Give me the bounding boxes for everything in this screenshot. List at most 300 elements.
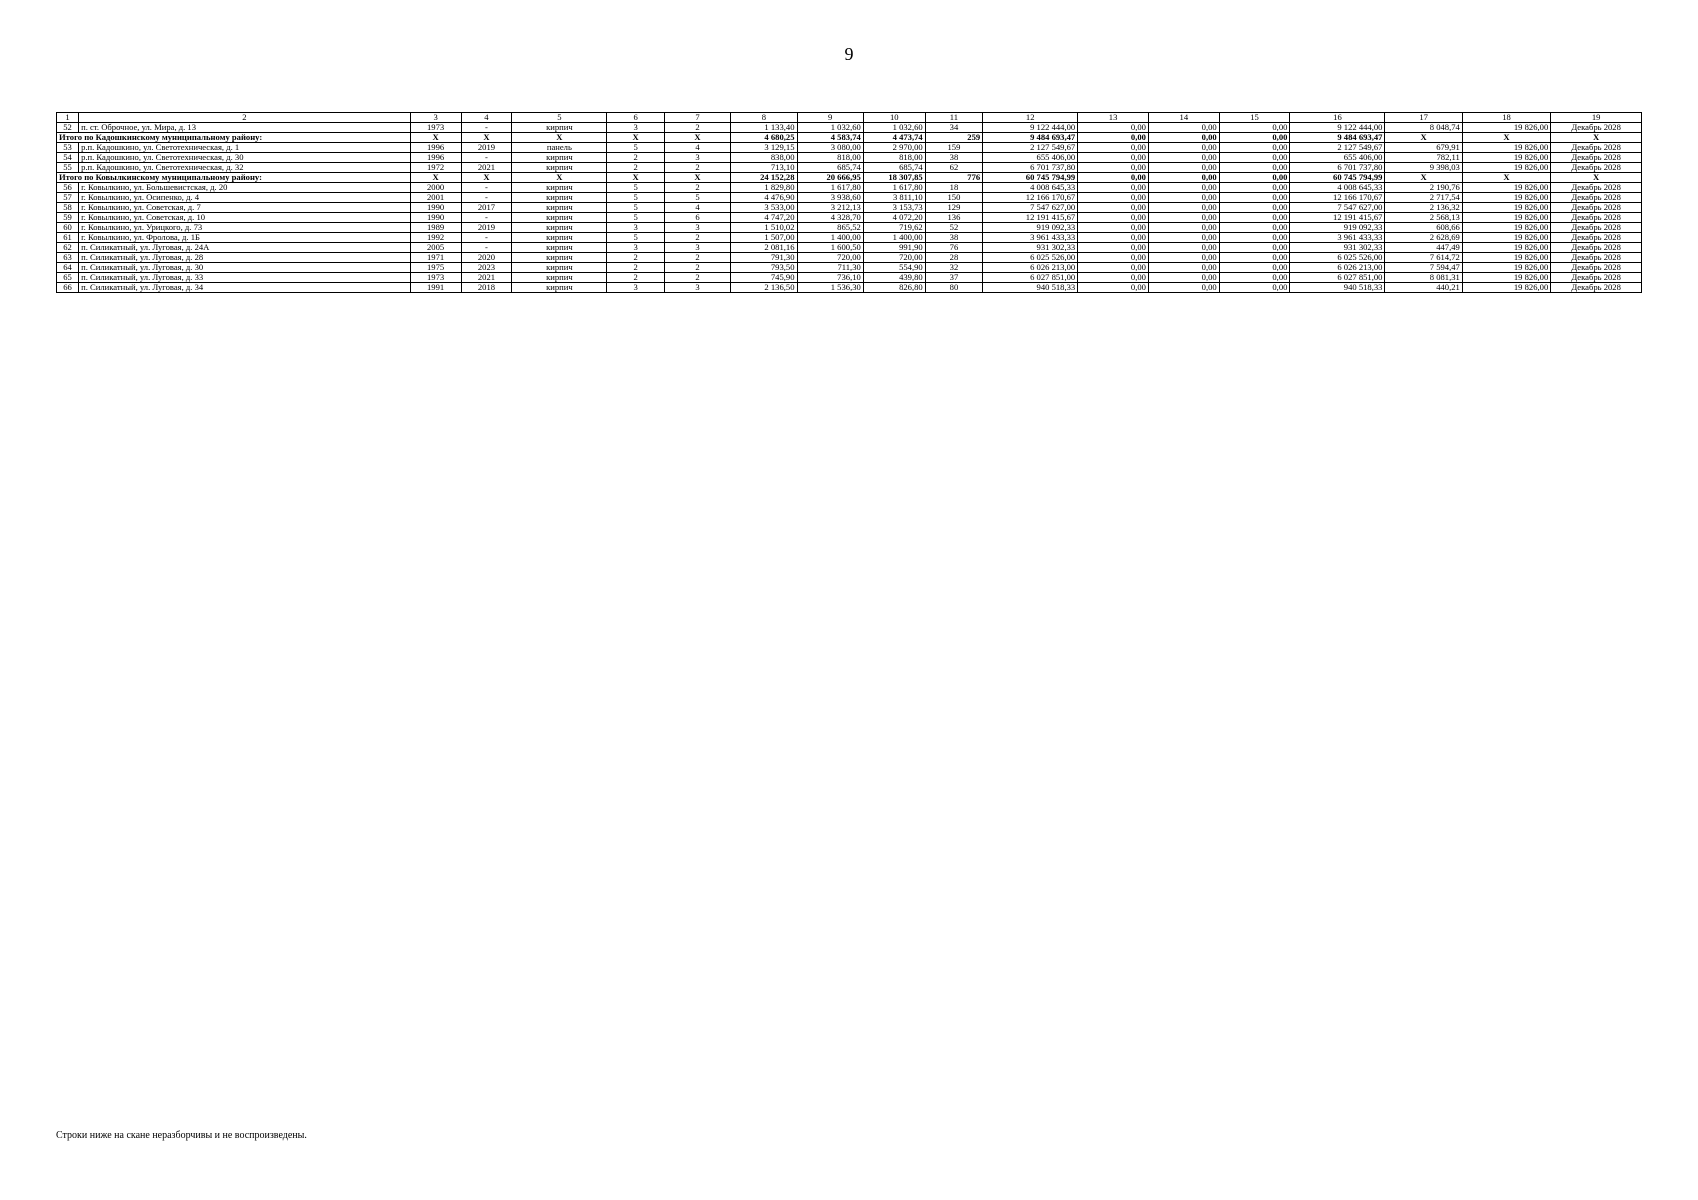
column-header: 13 [1078, 113, 1149, 123]
cell: 54 [57, 153, 79, 163]
cell: - [461, 183, 512, 193]
cell: 0,00 [1219, 183, 1290, 193]
cell: 0,00 [1078, 283, 1149, 293]
cell: 52 [925, 223, 982, 233]
cell: 0,00 [1219, 253, 1290, 263]
cell: 12 166 170,67 [983, 193, 1078, 203]
column-header: 6 [607, 113, 664, 123]
cell: 1 400,00 [797, 233, 863, 243]
cell: 0,00 [1219, 243, 1290, 253]
cell: 19 826,00 [1462, 243, 1550, 253]
cell: 0,00 [1219, 263, 1290, 273]
cell: г. Ковылкино, ул. Урицкого, д. 73 [79, 223, 411, 233]
cell: 447,49 [1385, 243, 1462, 253]
cell: 19 826,00 [1462, 153, 1550, 163]
cell: 3 [607, 223, 664, 233]
cell: 19 826,00 [1462, 233, 1550, 243]
cell: 1 617,80 [797, 183, 863, 193]
cell: 0,00 [1219, 163, 1290, 173]
cell: - [461, 123, 512, 133]
cell: 4 008 645,33 [1290, 183, 1385, 193]
cell: 0,00 [1078, 173, 1149, 183]
table-row [57, 243, 1642, 253]
cell: 818,00 [863, 153, 925, 163]
cell: 259 [925, 133, 982, 143]
cell: р.п. Кадошкино, ул. Светотехническая, д. 1 [79, 143, 411, 153]
cell: Декабрь 2028 [1551, 123, 1642, 133]
cell: 66 [57, 283, 79, 293]
cell: 8 048,74 [1385, 123, 1462, 133]
cell: 0,00 [1219, 133, 1290, 143]
cell: 3 533,00 [731, 203, 797, 213]
cell: 0,00 [1078, 223, 1149, 233]
page-number: 9 [844, 44, 854, 64]
cell: 4 [664, 203, 730, 213]
cell: 2 136,50 [731, 283, 797, 293]
column-header: 11 [925, 113, 982, 123]
cell: 0,00 [1078, 213, 1149, 223]
cell: 1 507,00 [731, 233, 797, 243]
cell: 0,00 [1219, 233, 1290, 243]
cell: 736,10 [797, 273, 863, 283]
column-header: 17 [1385, 113, 1462, 123]
cell: 685,74 [863, 163, 925, 173]
cell: Декабрь 2028 [1551, 183, 1642, 193]
cell: 0,00 [1078, 243, 1149, 253]
cell: 0,00 [1078, 143, 1149, 153]
cell: кирпич [512, 183, 607, 193]
cell: 2 127 549,67 [983, 143, 1078, 153]
cell: 150 [925, 193, 982, 203]
cell: 4 328,70 [797, 213, 863, 223]
cell: 0,00 [1078, 153, 1149, 163]
cell: п. Силикатный, ул. Луговая, д. 34 [79, 283, 411, 293]
cell: 0,00 [1148, 223, 1219, 233]
cell: 64 [57, 263, 79, 273]
column-header: 16 [1290, 113, 1385, 123]
cell: 6 027 851,00 [983, 273, 1078, 283]
table-wrapper [56, 112, 1642, 293]
cell: X [410, 133, 461, 143]
cell: - [461, 193, 512, 203]
cell: 919 092,33 [983, 223, 1078, 233]
cell: 0,00 [1078, 203, 1149, 213]
housing-table [56, 112, 1642, 293]
cell: 8 081,31 [1385, 273, 1462, 283]
cell: 818,00 [797, 153, 863, 163]
cell: 19 826,00 [1462, 223, 1550, 233]
cell: Декабрь 2028 [1551, 253, 1642, 263]
cell: 0,00 [1078, 123, 1149, 133]
cell: 65 [57, 273, 79, 283]
cell: 62 [925, 163, 982, 173]
cell: 2 628,69 [1385, 233, 1462, 243]
cell: 19 826,00 [1462, 143, 1550, 153]
cell: 129 [925, 203, 982, 213]
cell: п. Силикатный, ул. Луговая, д. 33 [79, 273, 411, 283]
cell: 34 [925, 123, 982, 133]
column-header: 2 [79, 113, 411, 123]
cell: кирпич [512, 273, 607, 283]
table-row [57, 213, 1642, 223]
cell: 685,74 [797, 163, 863, 173]
cell: 3 [664, 223, 730, 233]
cell: 6 027 851,00 [1290, 273, 1385, 283]
cell: 5 [664, 193, 730, 203]
column-header: 15 [1219, 113, 1290, 123]
cell: 0,00 [1148, 173, 1219, 183]
cell: 159 [925, 143, 982, 153]
cell: 6 025 526,00 [983, 253, 1078, 263]
cell: 3 080,00 [797, 143, 863, 153]
cell: 3 [607, 243, 664, 253]
cell: X [1385, 173, 1462, 183]
cell: 19 826,00 [1462, 163, 1550, 173]
cell: 60 [57, 223, 79, 233]
cell: 1996 [410, 143, 461, 153]
table-row [57, 153, 1642, 163]
cell: 0,00 [1148, 273, 1219, 283]
cell: г. Ковылкино, ул. Фролова, д. 1Б [79, 233, 411, 243]
cell: кирпич [512, 193, 607, 203]
cell: 12 166 170,67 [1290, 193, 1385, 203]
cell: 60 745 794,99 [1290, 173, 1385, 183]
cell: 3 153,73 [863, 203, 925, 213]
cell: 1990 [410, 203, 461, 213]
cell: 0,00 [1219, 143, 1290, 153]
cell: 4 680,25 [731, 133, 797, 143]
cell: 3 811,10 [863, 193, 925, 203]
cell: 19 826,00 [1462, 183, 1550, 193]
cell: 919 092,33 [1290, 223, 1385, 233]
cell: 3 [607, 283, 664, 293]
cell: X [410, 173, 461, 183]
cell: 3 938,60 [797, 193, 863, 203]
cell: 19 826,00 [1462, 253, 1550, 263]
cell: 19 826,00 [1462, 203, 1550, 213]
subtotal-row [57, 173, 1642, 183]
cell: 63 [57, 253, 79, 263]
cell: 2 [664, 263, 730, 273]
cell: 865,52 [797, 223, 863, 233]
column-header: 19 [1551, 113, 1642, 123]
cell: 19 826,00 [1462, 273, 1550, 283]
cell: 5 [607, 193, 664, 203]
cell: 0,00 [1148, 203, 1219, 213]
cell: 1 510,02 [731, 223, 797, 233]
cell: 5 [607, 213, 664, 223]
cell: Декабрь 2028 [1551, 233, 1642, 243]
cell: 0,00 [1219, 203, 1290, 213]
cell: 6 026 213,00 [1290, 263, 1385, 273]
cell: Декабрь 2028 [1551, 223, 1642, 233]
cell: 2001 [410, 193, 461, 203]
table-row [57, 233, 1642, 243]
column-header: 10 [863, 113, 925, 123]
column-header: 4 [461, 113, 512, 123]
cell: - [461, 213, 512, 223]
cell: кирпич [512, 223, 607, 233]
column-header: 8 [731, 113, 797, 123]
cell: 776 [925, 173, 982, 183]
cell: кирпич [512, 123, 607, 133]
cell: 2 [607, 253, 664, 263]
cell: 0,00 [1219, 283, 1290, 293]
cell: Декабрь 2028 [1551, 193, 1642, 203]
cell: 19 826,00 [1462, 193, 1550, 203]
cell: X [1462, 133, 1550, 143]
cell: 720,00 [797, 253, 863, 263]
cell: п. Силикатный, ул. Луговая, д. 24А [79, 243, 411, 253]
cell: 5 [607, 203, 664, 213]
cell: 7 594,47 [1385, 263, 1462, 273]
cell: 1 617,80 [863, 183, 925, 193]
cell: 1972 [410, 163, 461, 173]
cell: 5 [607, 183, 664, 193]
cell: 3 [664, 153, 730, 163]
cell: п. Силикатный, ул. Луговая, д. 28 [79, 253, 411, 263]
cell: Декабрь 2028 [1551, 153, 1642, 163]
cell: 24 152,28 [731, 173, 797, 183]
cell: 2000 [410, 183, 461, 193]
table-row [57, 263, 1642, 273]
cell: 719,62 [863, 223, 925, 233]
cell: Декабрь 2028 [1551, 143, 1642, 153]
cell: 1 032,60 [797, 123, 863, 133]
cell: Декабрь 2028 [1551, 273, 1642, 283]
cell: 136 [925, 213, 982, 223]
cell: 838,00 [731, 153, 797, 163]
cell: 0,00 [1148, 243, 1219, 253]
table-row [57, 163, 1642, 173]
cell: кирпич [512, 253, 607, 263]
cell: 0,00 [1148, 233, 1219, 243]
subtotal-label: Итого по Кадошкинскому муниципальному району: [57, 133, 411, 143]
cell: 2019 [461, 223, 512, 233]
cell: 0,00 [1148, 143, 1219, 153]
cell: 18 307,85 [863, 173, 925, 183]
cell: 2 127 549,67 [1290, 143, 1385, 153]
cell: 9 484 693,47 [1290, 133, 1385, 143]
cell: 0,00 [1219, 223, 1290, 233]
cell: 2 [664, 123, 730, 133]
cell: г. Ковылкино, ул. Большевистская, д. 20 [79, 183, 411, 193]
cell: 7 547 627,00 [983, 203, 1078, 213]
cell: 4 008 645,33 [983, 183, 1078, 193]
cell: 2020 [461, 253, 512, 263]
cell: г. Ковылкино, ул. Советская, д. 10 [79, 213, 411, 223]
cell: X [1385, 133, 1462, 143]
cell: 713,10 [731, 163, 797, 173]
cell: 439,80 [863, 273, 925, 283]
cell: 19 826,00 [1462, 213, 1550, 223]
cell: кирпич [512, 263, 607, 273]
cell: 745,90 [731, 273, 797, 283]
cell: 0,00 [1078, 183, 1149, 193]
cell: 4 747,20 [731, 213, 797, 223]
cell: 1973 [410, 273, 461, 283]
cell: X [512, 133, 607, 143]
table-row [57, 123, 1642, 133]
cell: 0,00 [1148, 163, 1219, 173]
cell: р.п. Кадошкино, ул. Светотехническая, д. 32 [79, 163, 411, 173]
cell: X [461, 133, 512, 143]
cell: 655 406,00 [1290, 153, 1385, 163]
cell: 0,00 [1219, 173, 1290, 183]
column-header: 1 [57, 113, 79, 123]
column-header: 3 [410, 113, 461, 123]
cell: 2005 [410, 243, 461, 253]
cell: 991,90 [863, 243, 925, 253]
cell: 3 [607, 123, 664, 133]
cell: 0,00 [1078, 253, 1149, 263]
table-row [57, 283, 1642, 293]
cell: 791,30 [731, 253, 797, 263]
cell: 2 [607, 153, 664, 163]
subtotal-row [57, 133, 1642, 143]
cell: 0,00 [1078, 163, 1149, 173]
cell: 1992 [410, 233, 461, 243]
cell: 2 081,16 [731, 243, 797, 253]
cell: 0,00 [1148, 253, 1219, 263]
cell: - [461, 243, 512, 253]
cell: 2018 [461, 283, 512, 293]
cell: 60 745 794,99 [983, 173, 1078, 183]
cell: 2023 [461, 263, 512, 273]
cell: 931 302,33 [983, 243, 1078, 253]
cell: 0,00 [1078, 273, 1149, 283]
cell: 1996 [410, 153, 461, 163]
cell: 12 191 415,67 [983, 213, 1078, 223]
cell: 2 190,76 [1385, 183, 1462, 193]
cell: 6 025 526,00 [1290, 253, 1385, 263]
cell: 76 [925, 243, 982, 253]
cell: 1 536,30 [797, 283, 863, 293]
cell: Декабрь 2028 [1551, 283, 1642, 293]
cell: 2019 [461, 143, 512, 153]
cell: X [607, 133, 664, 143]
cell: 0,00 [1078, 193, 1149, 203]
cell: 56 [57, 183, 79, 193]
cell: 1973 [410, 123, 461, 133]
cell: X [1462, 173, 1550, 183]
table-body [57, 123, 1642, 293]
cell: Декабрь 2028 [1551, 163, 1642, 173]
cell: 9 122 444,00 [1290, 123, 1385, 133]
cell: 2 [607, 273, 664, 283]
table-row [57, 273, 1642, 283]
column-header: 9 [797, 113, 863, 123]
cell: 1991 [410, 283, 461, 293]
table-header [57, 113, 1642, 123]
cell: 37 [925, 273, 982, 283]
cell: 5 [607, 233, 664, 243]
cell: кирпич [512, 283, 607, 293]
cell: 4 [664, 143, 730, 153]
cell: 655 406,00 [983, 153, 1078, 163]
cell: 19 826,00 [1462, 283, 1550, 293]
cell: 38 [925, 233, 982, 243]
cell: 1 600,50 [797, 243, 863, 253]
column-header: 12 [983, 113, 1078, 123]
cell: 4 072,20 [863, 213, 925, 223]
cell: 0,00 [1219, 213, 1290, 223]
cell: 0,00 [1078, 133, 1149, 143]
cell: 2 [664, 253, 730, 263]
column-header: 18 [1462, 113, 1550, 123]
cell: 62 [57, 243, 79, 253]
table-row [57, 203, 1642, 213]
cell: X [1551, 133, 1642, 143]
cell: 440,21 [1385, 283, 1462, 293]
cell: 793,50 [731, 263, 797, 273]
cell: 3 [664, 283, 730, 293]
cell: 0,00 [1078, 233, 1149, 243]
cell: Декабрь 2028 [1551, 263, 1642, 273]
cell: 0,00 [1078, 263, 1149, 273]
cell: 1975 [410, 263, 461, 273]
cell: 58 [57, 203, 79, 213]
cell: 3 961 433,33 [983, 233, 1078, 243]
cell: 0,00 [1219, 153, 1290, 163]
cell: 782,11 [1385, 153, 1462, 163]
cell: 3 129,15 [731, 143, 797, 153]
cell: 2 [607, 263, 664, 273]
cell: 0,00 [1219, 273, 1290, 283]
cell: 2 [664, 163, 730, 173]
cell: 2 [664, 233, 730, 243]
cell: 554,90 [863, 263, 925, 273]
cell: 4 476,90 [731, 193, 797, 203]
cell: п. Силикатный, ул. Луговая, д. 30 [79, 263, 411, 273]
cell: 2021 [461, 163, 512, 173]
cell: кирпич [512, 203, 607, 213]
cell: 2 [664, 273, 730, 283]
cell: 19 826,00 [1462, 263, 1550, 273]
column-header: 5 [512, 113, 607, 123]
cell: 6 [664, 213, 730, 223]
table-row [57, 183, 1642, 193]
cell: г. Ковылкино, ул. Осипенко, д. 4 [79, 193, 411, 203]
cell: Декабрь 2028 [1551, 203, 1642, 213]
cell: - [461, 153, 512, 163]
cell: 0,00 [1219, 123, 1290, 133]
cell: 19 826,00 [1462, 123, 1550, 133]
cell: кирпич [512, 213, 607, 223]
cell: кирпич [512, 163, 607, 173]
cell: X [512, 173, 607, 183]
cell: X [1551, 173, 1642, 183]
cell: 940 518,33 [1290, 283, 1385, 293]
table-row [57, 223, 1642, 233]
cell: 0,00 [1148, 183, 1219, 193]
table-row [57, 143, 1642, 153]
cell: 1 829,80 [731, 183, 797, 193]
cell: 3 961 433,33 [1290, 233, 1385, 243]
cell: 20 666,95 [797, 173, 863, 183]
cell: 2017 [461, 203, 512, 213]
cell: 3 212,13 [797, 203, 863, 213]
subtotal-label: Итого по Ковылкинскому муниципальному району: [57, 173, 411, 183]
cell: р.п. Кадошкино, ул. Светотехническая, д. 30 [79, 153, 411, 163]
cell: 28 [925, 253, 982, 263]
cell: 720,00 [863, 253, 925, 263]
cell: г. Ковылкино, ул. Советская, д. 7 [79, 203, 411, 213]
cell: 1971 [410, 253, 461, 263]
cell: 0,00 [1148, 123, 1219, 133]
cell: 7 547 627,00 [1290, 203, 1385, 213]
cell: 940 518,33 [983, 283, 1078, 293]
